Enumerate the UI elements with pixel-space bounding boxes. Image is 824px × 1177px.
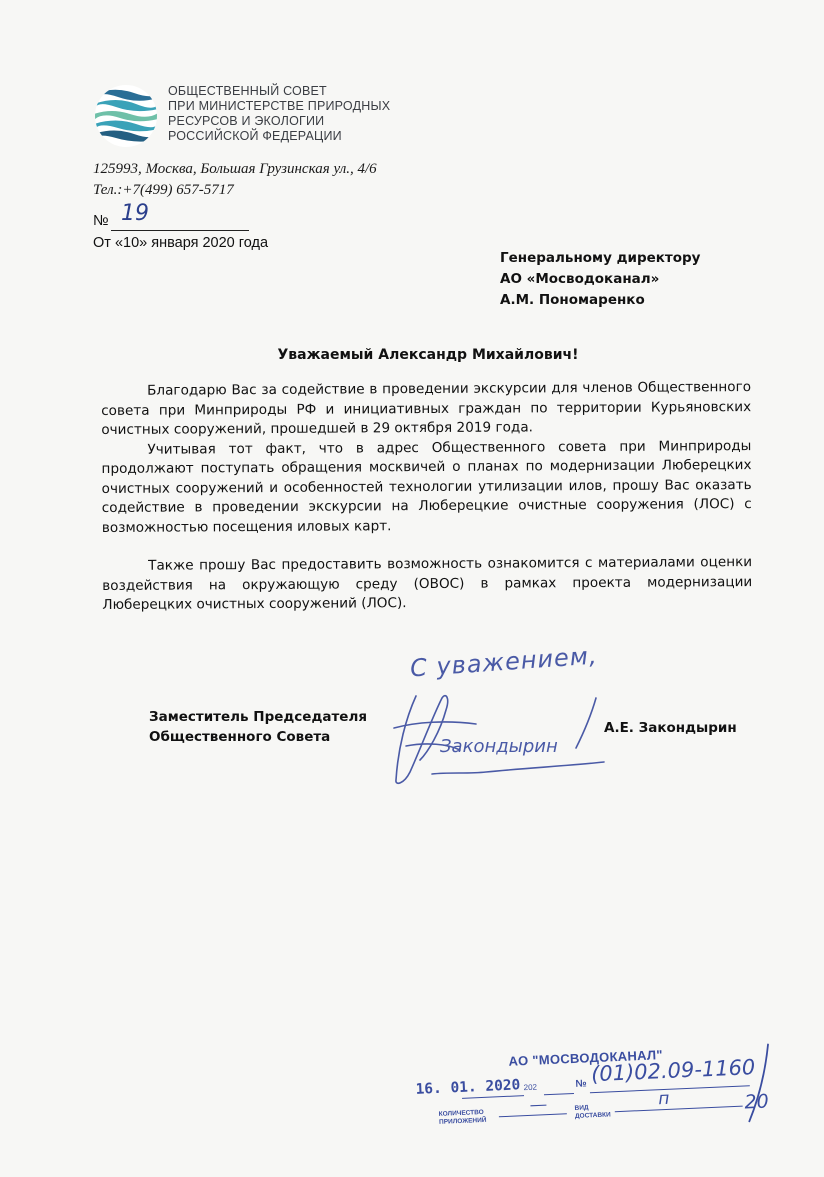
recipient-line: АО «Мосводоканал» (500, 271, 660, 287)
salutation (0, 347, 824, 363)
number-label: № (93, 213, 109, 229)
signature-text: Закондырин (440, 736, 558, 757)
title-line: Общественного Совета (149, 729, 331, 745)
stamp-organization: АО "МОСВОДОКАНАЛ" (508, 1047, 664, 1069)
stamp-year-underline (544, 1093, 574, 1095)
sender-address (93, 159, 377, 201)
salutation-text: Уважаемый Александр Михайлович! (277, 347, 579, 363)
stamp-delivery-label (574, 1103, 610, 1121)
stamp-registration-number: (01)02.09-1160 (590, 1055, 756, 1087)
stamp-delivery-underline (615, 1106, 743, 1113)
stamp-quantity-value: — (530, 1096, 547, 1114)
letter-body (101, 378, 752, 615)
stamp-number-underline (590, 1085, 750, 1093)
registration-stamp (412, 1036, 786, 1152)
label-line: ВИД (574, 1104, 589, 1112)
stamp-date: 16. 01. 2020 (415, 1077, 521, 1098)
letter-date: От «10» января 2020 года (93, 235, 269, 251)
stamp-quantity-underline (499, 1113, 567, 1117)
handwritten-signature (376, 688, 612, 790)
signatory-name: А.Е. Закондырин (604, 720, 737, 736)
stamp-quantity-label (439, 1109, 487, 1127)
stamp-year-prefix: 202 (523, 1082, 538, 1093)
organization-name (168, 84, 390, 144)
handwritten-closing: С уважением, (409, 641, 599, 683)
label-line: КОЛИЧЕСТВО (438, 1108, 484, 1118)
org-line: ОБЩЕСТВЕННЫЙ СОВЕТ (168, 84, 327, 98)
org-line: ПРИ МИНИСТЕРСТВЕ ПРИРОДНЫХ (168, 99, 391, 113)
org-line: РОССИЙСКОЙ ФЕДЕРАЦИИ (168, 129, 342, 143)
body-paragraph: Учитывая тот факт, что в адрес Общественного совета при Минприроды продолжают поступать обращения москвичей о планах по модернизации Люберецких очистных сооружений и особенностей технологии утилизации илов, прошу Вас оказать содействие в проведении экскурсии на Люберецкие очистные сооружения (ЛОС) с возможностью посещения иловых карт. (101, 437, 752, 536)
address-line: 125993, Москва, Большая Грузинская ул., 4/6 (93, 161, 377, 177)
stamp-delivery-value: п (657, 1088, 670, 1110)
label-line: ПРИЛОЖЕНИЙ (438, 1116, 487, 1126)
body-paragraph: Благодарю Вас за содействие в проведении экскурсии для членов Общественного совета при Минприроды РФ и инициативных граждан по территории Курьяновских очистных сооружений, прошедшей в 29 октября 2019 года. (101, 379, 752, 438)
org-line: РЕСУРСОВ И ЭКОЛОГИИ (168, 114, 325, 128)
phone-line: Тел.:+7(499) 657-5717 (93, 182, 234, 198)
number-handwritten: 19 (121, 201, 149, 226)
stamp-date-underline (462, 1095, 524, 1099)
title-line: Заместитель Председателя (149, 709, 368, 725)
signatory-title (149, 707, 367, 747)
recipient-line: Генеральному директору (500, 250, 701, 266)
body-paragraph: Также прошу Вас предоставить возможность ознакомится с материалами оценки воздействия на окружающую среду (ОВОС) в рамках проекта модернизации Люберецких очистных сооружений (ЛОС). (102, 554, 753, 613)
stamp-number-label: № (575, 1078, 587, 1090)
outgoing-number (93, 201, 149, 229)
label-line: ДОСТАВКИ (574, 1111, 611, 1120)
council-logo-icon (94, 84, 158, 148)
recipient-line: А.М. Пономаренко (500, 292, 645, 308)
number-underline (111, 230, 249, 231)
stamp-page-count: 20 (744, 1090, 770, 1114)
recipient-block (500, 248, 700, 311)
